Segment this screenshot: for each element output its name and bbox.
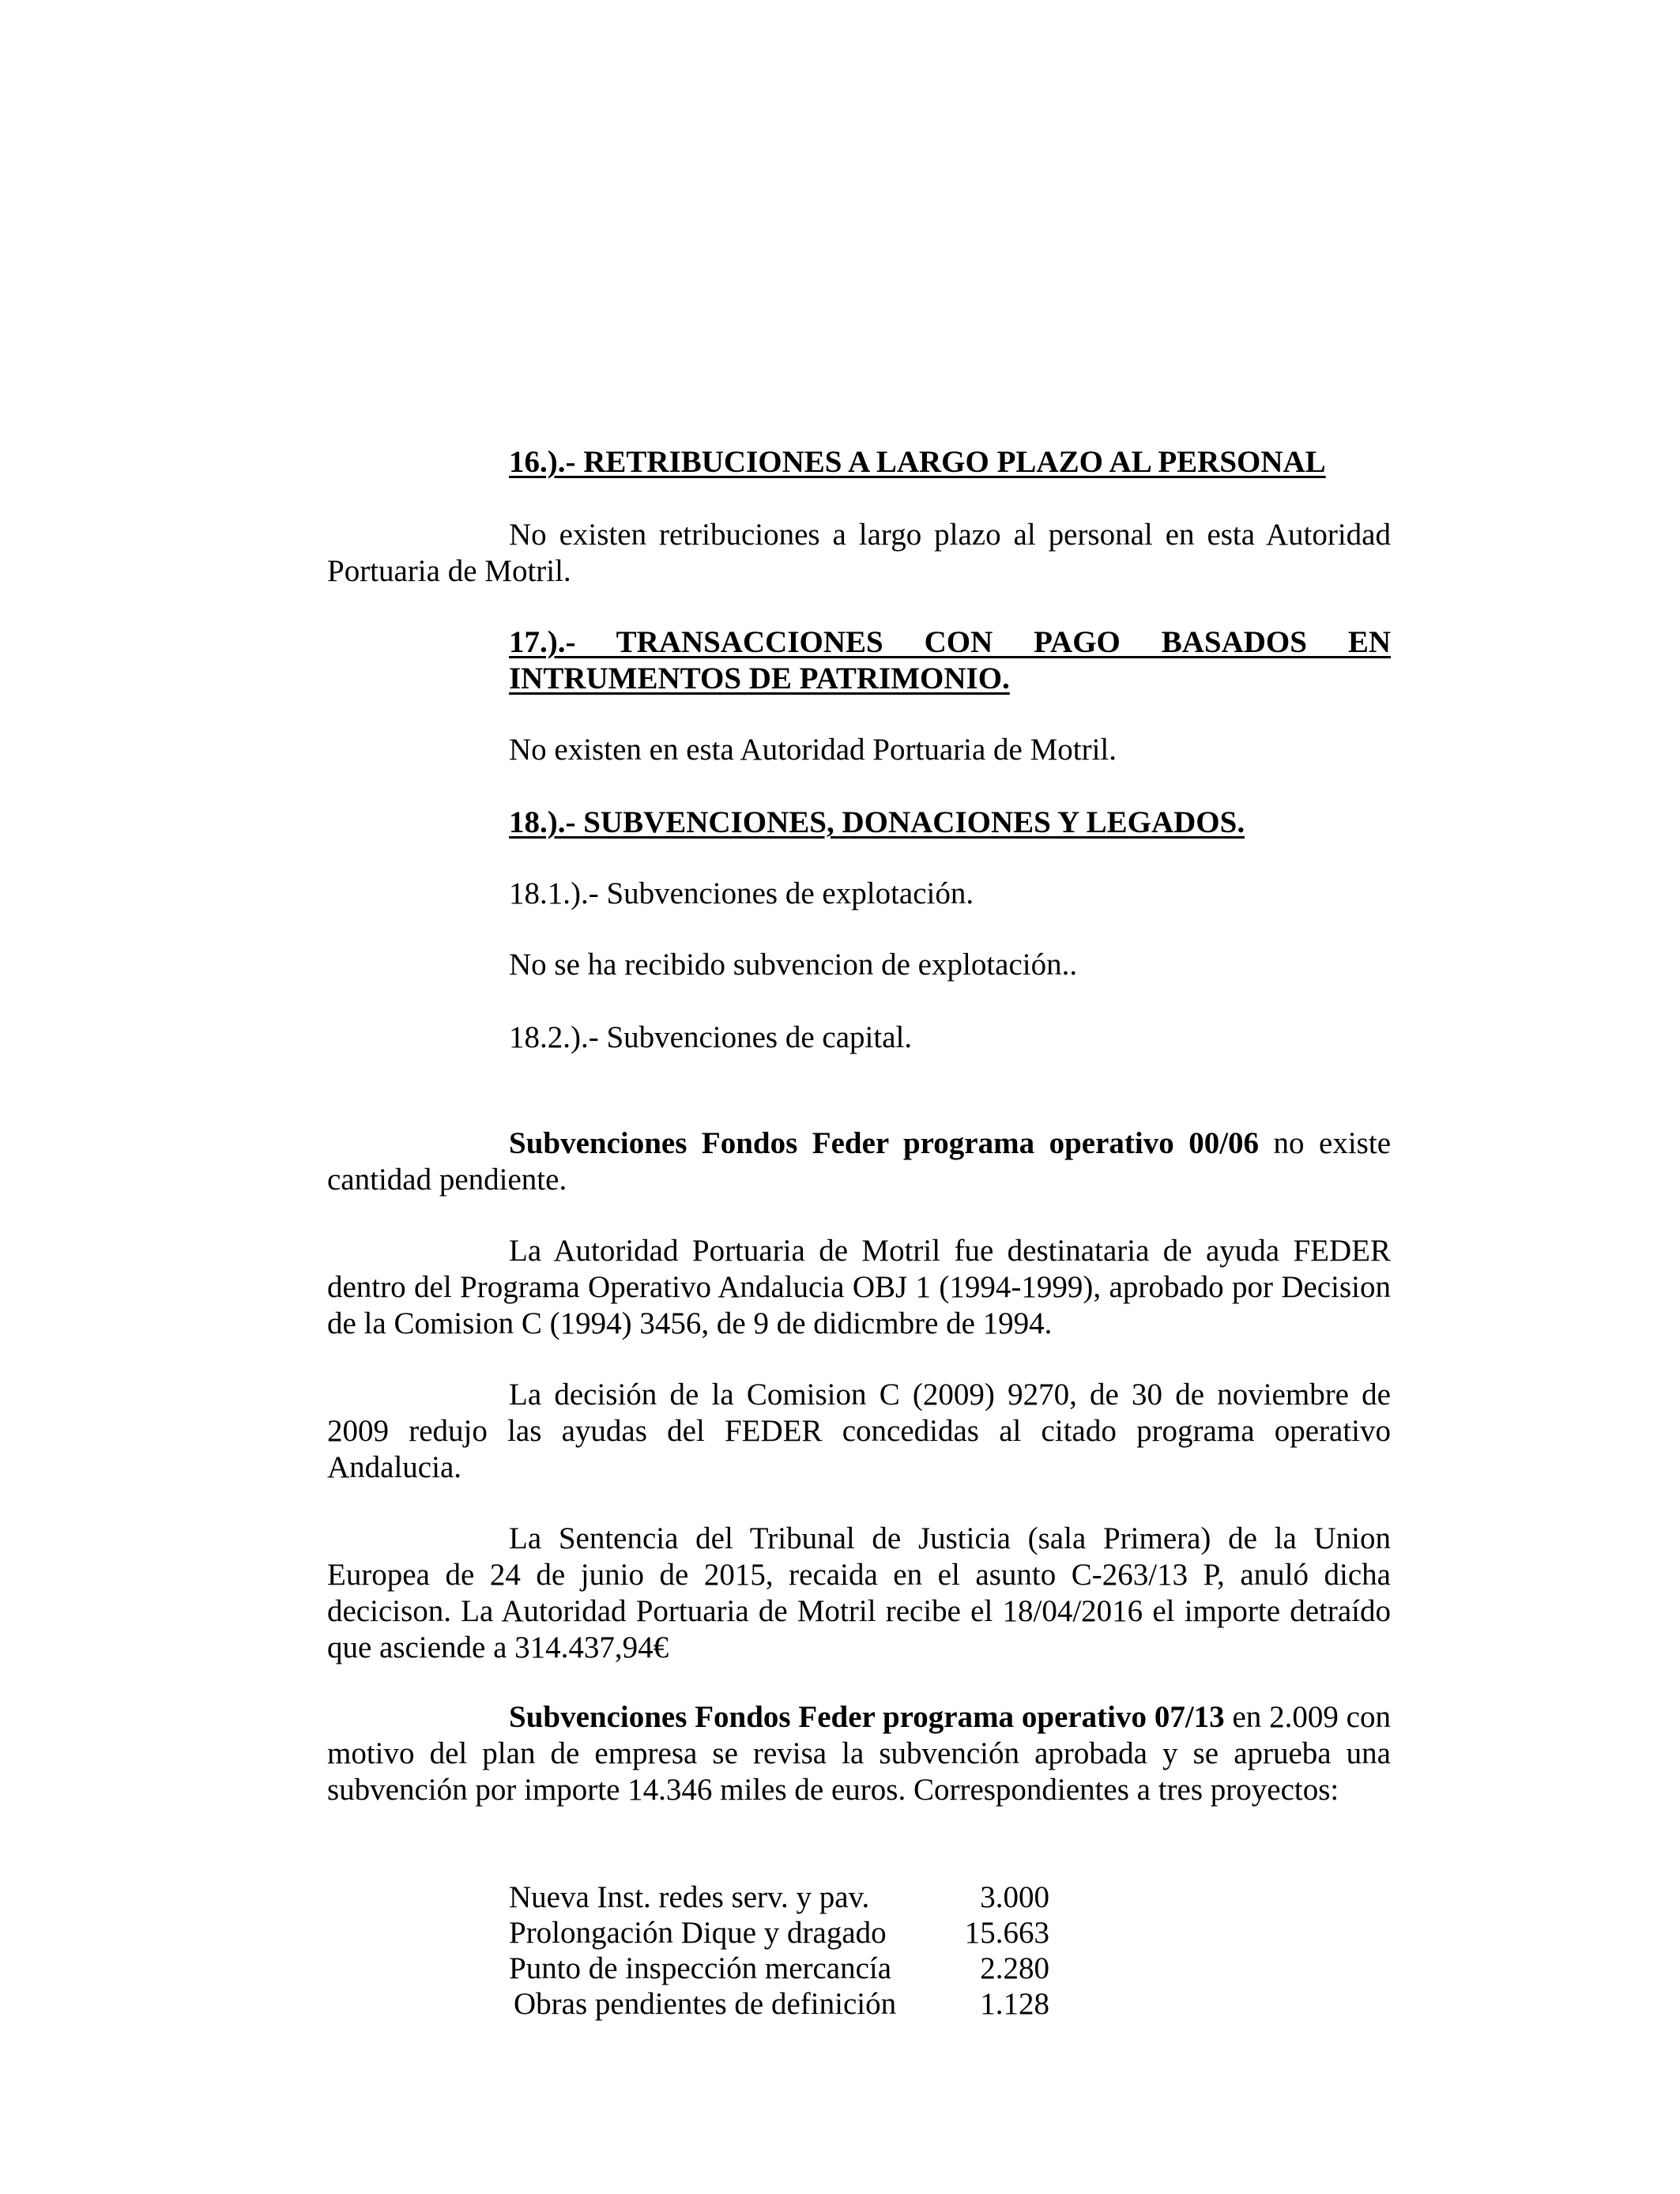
table-row	[509, 1951, 1062, 1986]
section-16-paragraph	[327, 517, 1391, 590]
feder-07-13-bold: Subvenciones Fondos Feder programa operativo 07/13	[509, 1700, 1225, 1734]
project-label: Nueva Inst. redes serv. y pav.	[509, 1880, 870, 1914]
section-16-text: No existen retribuciones a largo plazo al personal en esta Autoridad Portuaria de Motril.	[327, 518, 1391, 588]
section-18-1-text: No se ha recibido subvencion de explotación..	[509, 948, 1078, 982]
project-label: Prolongación Dique y dragado	[509, 1916, 887, 1950]
feder-destinataria-text: La Autoridad Portuaria de Motril fue destinataria de ayuda FEDER dentro del Programa Operativo Andalucia OBJ 1 (1994-1999), aprobado por Decision de la Comision C (1994) 3456, de 9 de didicmbre de 1994.	[327, 1234, 1391, 1340]
section-17-heading-line2: INTRUMENTOS DE PATRIMONIO.	[509, 662, 1010, 696]
project-value: 2.280	[980, 1951, 1049, 1985]
section-17-text: No existen en esta Autoridad Portuaria de Motril.	[509, 733, 1117, 767]
table-row	[509, 1986, 1062, 2022]
project-value: 3.000	[980, 1880, 1049, 1914]
project-label: Punto de inspección mercancía	[509, 1951, 892, 1985]
section-16-heading: 16.).- RETRIBUCIONES A LARGO PLAZO AL PERSONAL	[509, 445, 1326, 479]
section-18-2-title: 18.2.).- Subvenciones de capital.	[509, 1020, 913, 1054]
section-18-1-title: 18.1.).- Subvenciones de explotación.	[509, 876, 974, 910]
project-value: 15.663	[964, 1916, 1049, 1950]
project-label: Obras pendientes de definición	[514, 1987, 897, 2021]
paragraph-feder-00-06	[327, 1125, 1391, 1198]
paragraph-decision-comision	[327, 1377, 1391, 1486]
projects-table	[509, 1879, 1062, 2022]
feder-07-13-rest: en 2.009 con motivo del plan de empresa se revisa la subvención aprobada y se aprueba una subvención por importe 14.346 miles de euros. Correspondientes a tres proyectos:	[327, 1700, 1391, 1807]
project-value: 1.128	[980, 1987, 1049, 2021]
section-18-heading: 18.).- SUBVENCIONES, DONACIONES Y LEGADOS.	[509, 805, 1245, 839]
decision-comision-text: La decisión de la Comision C (2009) 9270, de 30 de noviembre de 2009 redujo las ayudas del FEDER concedidas al citado programa operativo Andalucia.	[327, 1378, 1391, 1484]
paragraph-feder-destinataria	[327, 1233, 1391, 1342]
table-row	[509, 1879, 1062, 1915]
paragraph-feder-07-13	[327, 1699, 1391, 1808]
table-row	[509, 1915, 1062, 1951]
feder-00-06-bold: Subvenciones Fondos Feder programa operativo 00/06	[509, 1126, 1260, 1160]
paragraph-sentencia	[327, 1521, 1391, 1666]
feder-00-06-rest: no existe cantidad pendiente.	[327, 1126, 1392, 1197]
section-17-heading-line1: 17.).- TRANSACCIONES CON PAGO BASADOS EN	[509, 625, 1391, 659]
sentencia-text: La Sentencia del Tribunal de Justicia (sala Primera) de la Union Europea de 24 de junio de 2015, recaida en el asunto C-263/13 P, anuló dicha decicison. La Autoridad Portuaria de Motril recibe el 18/04/2016 el importe detraído que asciende a 314.437,94€	[327, 1521, 1391, 1664]
